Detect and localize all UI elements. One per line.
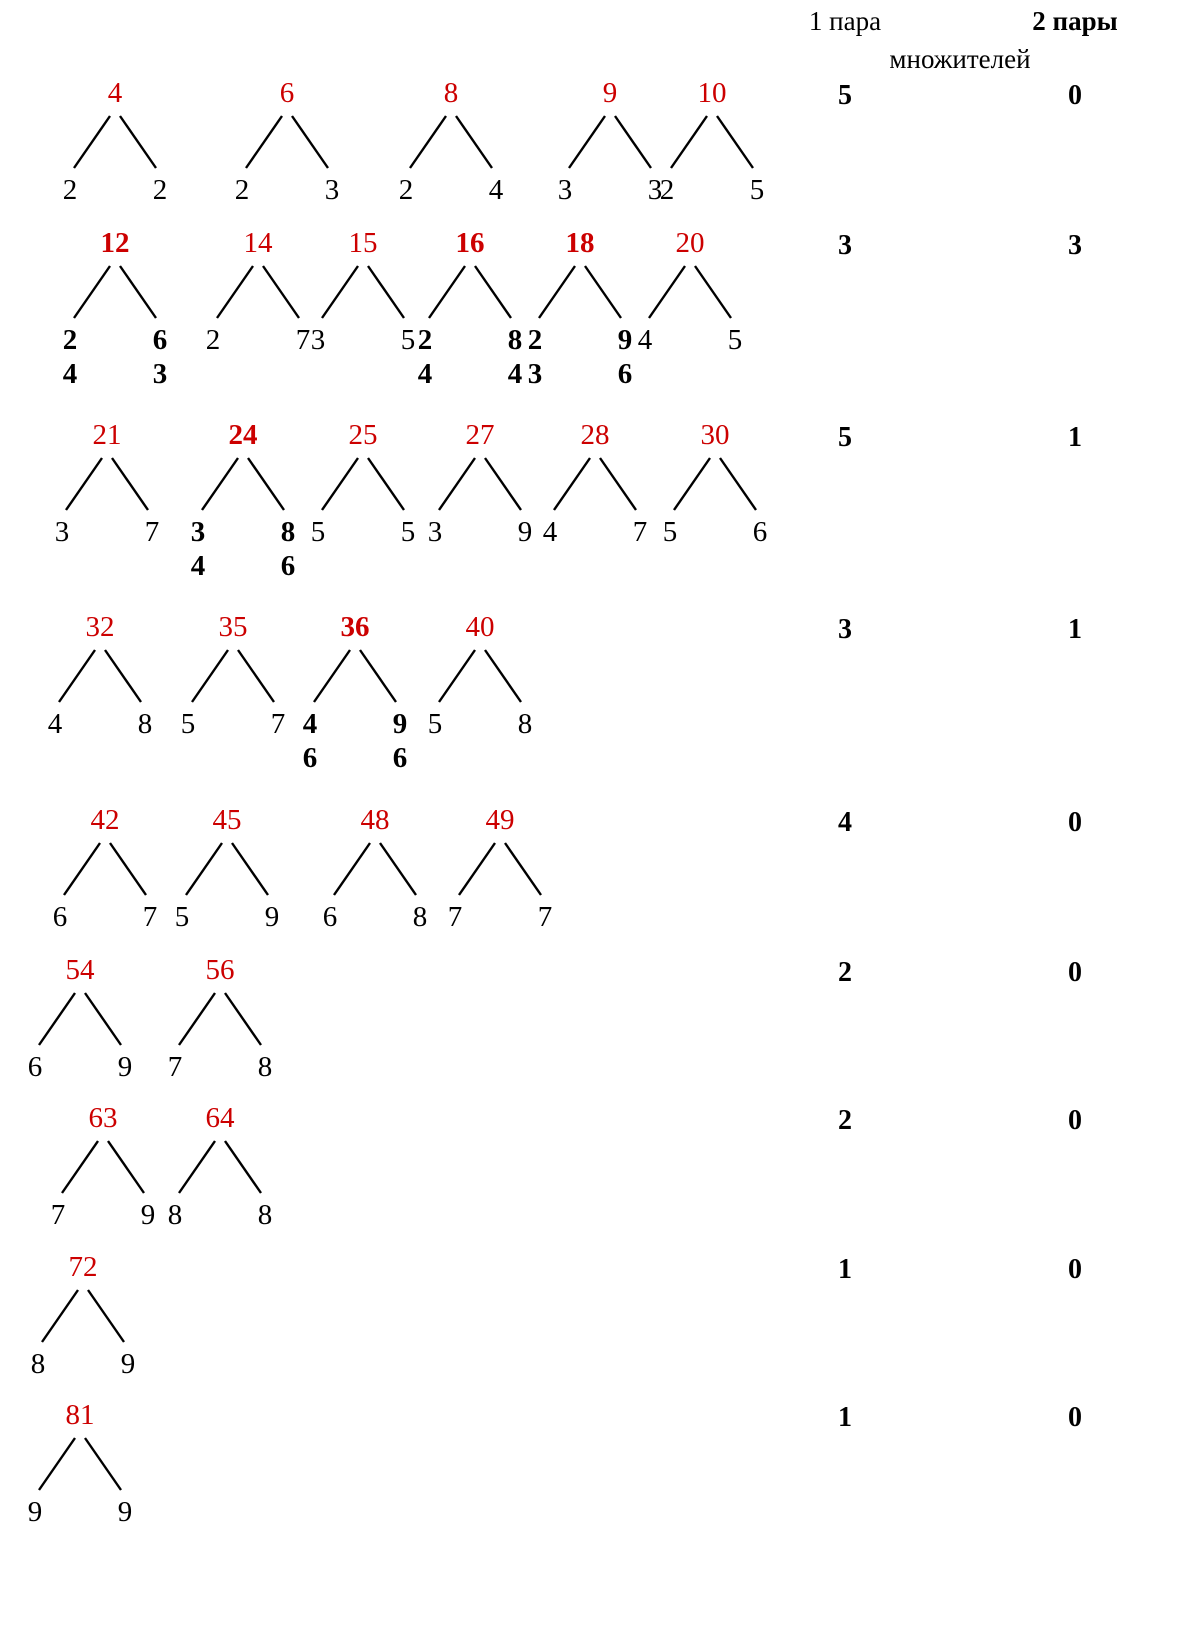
tree-factor-pair [8, 1349, 158, 1380]
tree-factor: 7 [270, 708, 286, 740]
tree-product: 32 [85, 611, 115, 643]
tree-factor-pair [25, 709, 175, 740]
tree-factor: 3 [527, 358, 543, 390]
two-pairs-count: 3 [1068, 230, 1082, 261]
tree-factor-pair [280, 743, 430, 774]
tree-factor: 8 [517, 708, 533, 740]
tree-factor: 8 [507, 324, 523, 356]
tree-factor: 2 [234, 174, 250, 206]
tree-product: 27 [465, 419, 495, 451]
tree-factor: 4 [190, 550, 206, 582]
column-header-one-pair [755, 6, 935, 37]
two-pairs-count: 0 [1068, 1105, 1082, 1136]
tree-factor-pair [168, 551, 318, 582]
tree-product: 9 [602, 77, 618, 109]
two-pairs-count: 0 [1068, 1402, 1082, 1433]
tree-factor-pair [40, 175, 190, 206]
tree-factor: 4 [302, 708, 318, 740]
tree-factor-pair [505, 359, 655, 390]
tree-branch-lines [425, 839, 575, 901]
tree-branch-lines [5, 989, 155, 1051]
tree-factor: 4 [488, 174, 504, 206]
one-pair-count: 4 [838, 807, 852, 838]
tree-product: 56 [205, 954, 235, 986]
column-header-subtitle-label: множителей [889, 44, 1031, 74]
tree-factor: 4 [47, 708, 63, 740]
tree-factor: 8 [280, 516, 296, 548]
tree-product: 36 [340, 611, 370, 643]
tree-factor: 4 [637, 324, 653, 356]
tree-factor: 9 [264, 901, 280, 933]
tree-factor: 7 [167, 1051, 183, 1083]
tree-factor-pair [637, 175, 787, 206]
tree-factor: 2 [417, 324, 433, 356]
tree-factor: 8 [257, 1051, 273, 1083]
tree-product: 40 [465, 611, 495, 643]
tree-factor: 7 [632, 516, 648, 548]
tree-branch-lines [40, 112, 190, 174]
tree-branch-lines [640, 454, 790, 516]
tree-factor: 3 [427, 516, 443, 548]
tree-factor: 9 [517, 516, 533, 548]
tree-factor: 3 [54, 516, 70, 548]
tree-factor: 6 [392, 742, 408, 774]
tree-product: 54 [65, 954, 95, 986]
tree-product: 16 [455, 227, 485, 259]
tree-product: 12 [100, 227, 130, 259]
tree-factor: 2 [659, 174, 675, 206]
tree-factor: 9 [617, 324, 633, 356]
tree-factor: 8 [412, 901, 428, 933]
two-pairs-count: 1 [1068, 614, 1082, 645]
two-pairs-count: 1 [1068, 422, 1082, 453]
tree-factor: 7 [537, 901, 553, 933]
tree-factor: 9 [117, 1496, 133, 1528]
tree-factor: 9 [27, 1496, 43, 1528]
tree-factor-pair [212, 175, 362, 206]
tree-branch-lines [152, 839, 302, 901]
tree-factor: 2 [62, 174, 78, 206]
tree-factor: 7 [144, 516, 160, 548]
one-pair-count: 1 [838, 1254, 852, 1285]
tree-factor-pair [615, 325, 765, 356]
one-pair-count: 1 [838, 1402, 852, 1433]
tree-factor-pair [40, 359, 190, 390]
tree-factor: 5 [727, 324, 743, 356]
tree-factor: 3 [324, 174, 340, 206]
tree-factor: 6 [617, 358, 633, 390]
tree-factor: 5 [180, 708, 196, 740]
tree-factor: 8 [137, 708, 153, 740]
tree-product: 15 [348, 227, 378, 259]
tree-branch-lines [615, 262, 765, 324]
tree-branch-lines [145, 989, 295, 1051]
one-pair-count: 3 [838, 614, 852, 645]
two-pairs-count: 0 [1068, 807, 1082, 838]
tree-product: 81 [65, 1399, 95, 1431]
tree-factor-pair [145, 1200, 295, 1231]
tree-factor: 9 [140, 1199, 156, 1231]
tree-branch-lines [25, 646, 175, 708]
tree-factor: 7 [295, 324, 311, 356]
tree-factor: 6 [752, 516, 768, 548]
tree-factor: 5 [749, 174, 765, 206]
tree-factor-pair [145, 1052, 295, 1083]
tree-product: 49 [485, 804, 515, 836]
tree-factor: 5 [400, 516, 416, 548]
column-header-subtitle [830, 44, 1090, 75]
tree-factor: 5 [662, 516, 678, 548]
tree-factor: 8 [257, 1199, 273, 1231]
tree-product: 10 [697, 77, 727, 109]
column-header-one-pair-label: 1 пара [808, 6, 882, 36]
tree-branch-lines [212, 112, 362, 174]
tree-product: 21 [92, 419, 122, 451]
tree-factor-pair [152, 902, 302, 933]
tree-factor: 3 [310, 324, 326, 356]
tree-factor-pair [376, 175, 526, 206]
tree-factor: 6 [52, 901, 68, 933]
tree-factor: 2 [152, 174, 168, 206]
column-header-two-pairs [985, 6, 1165, 37]
tree-factor-pair [640, 517, 790, 548]
tree-product: 18 [565, 227, 595, 259]
tree-factor: 8 [167, 1199, 183, 1231]
tree-product: 8 [443, 77, 459, 109]
tree-factor: 4 [542, 516, 558, 548]
tree-factor: 3 [190, 516, 206, 548]
tree-factor: 4 [62, 358, 78, 390]
tree-factor: 4 [507, 358, 523, 390]
tree-factor: 8 [30, 1348, 46, 1380]
tree-factor: 5 [427, 708, 443, 740]
tree-branch-lines [376, 112, 526, 174]
two-pairs-count: 0 [1068, 80, 1082, 111]
tree-factor: 5 [174, 901, 190, 933]
tree-product: 64 [205, 1102, 235, 1134]
tree-factor: 6 [322, 901, 338, 933]
tree-branch-lines [8, 1286, 158, 1348]
tree-product: 20 [675, 227, 705, 259]
tree-branch-lines [40, 262, 190, 324]
tree-factor: 3 [557, 174, 573, 206]
tree-factor: 9 [392, 708, 408, 740]
tree-factor: 5 [400, 324, 416, 356]
tree-factor: 7 [50, 1199, 66, 1231]
tree-factor: 9 [120, 1348, 136, 1380]
tree-product: 48 [360, 804, 390, 836]
tree-factor-pair [40, 325, 190, 356]
tree-product: 35 [218, 611, 248, 643]
tree-product: 4 [107, 77, 123, 109]
tree-factor: 3 [647, 174, 663, 206]
tree-factor: 2 [62, 324, 78, 356]
tree-factor-pair [425, 902, 575, 933]
tree-factor-pair [405, 709, 555, 740]
tree-branch-lines [145, 1137, 295, 1199]
tree-factor: 5 [310, 516, 326, 548]
tree-branch-lines [5, 1434, 155, 1496]
tree-branch-lines [32, 454, 182, 516]
tree-factor: 7 [142, 901, 158, 933]
tree-branch-lines [405, 646, 555, 708]
tree-factor-pair [32, 517, 182, 548]
two-pairs-count: 0 [1068, 957, 1082, 988]
tree-product: 6 [279, 77, 295, 109]
tree-product: 42 [90, 804, 120, 836]
tree-product: 28 [580, 419, 610, 451]
two-pairs-count: 0 [1068, 1254, 1082, 1285]
tree-product: 24 [228, 419, 258, 451]
tree-factor: 2 [205, 324, 221, 356]
tree-factor-pair [5, 1052, 155, 1083]
tree-factor: 2 [398, 174, 414, 206]
tree-factor: 6 [302, 742, 318, 774]
tree-product: 63 [88, 1102, 118, 1134]
tree-factor: 7 [447, 901, 463, 933]
one-pair-count: 5 [838, 80, 852, 111]
tree-factor: 3 [152, 358, 168, 390]
tree-product: 14 [243, 227, 273, 259]
one-pair-count: 3 [838, 230, 852, 261]
tree-factor: 4 [417, 358, 433, 390]
one-pair-count: 2 [838, 957, 852, 988]
tree-factor: 2 [527, 324, 543, 356]
tree-product: 25 [348, 419, 378, 451]
tree-product: 72 [68, 1251, 98, 1283]
one-pair-count: 2 [838, 1105, 852, 1136]
tree-factor: 6 [27, 1051, 43, 1083]
tree-product: 30 [700, 419, 730, 451]
tree-factor: 6 [152, 324, 168, 356]
tree-factor: 6 [280, 550, 296, 582]
column-header-two-pairs-label: 2 пары [1032, 6, 1118, 36]
one-pair-count: 5 [838, 422, 852, 453]
tree-product: 45 [212, 804, 242, 836]
tree-factor-pair [5, 1497, 155, 1528]
tree-factor: 9 [117, 1051, 133, 1083]
tree-branch-lines [637, 112, 787, 174]
